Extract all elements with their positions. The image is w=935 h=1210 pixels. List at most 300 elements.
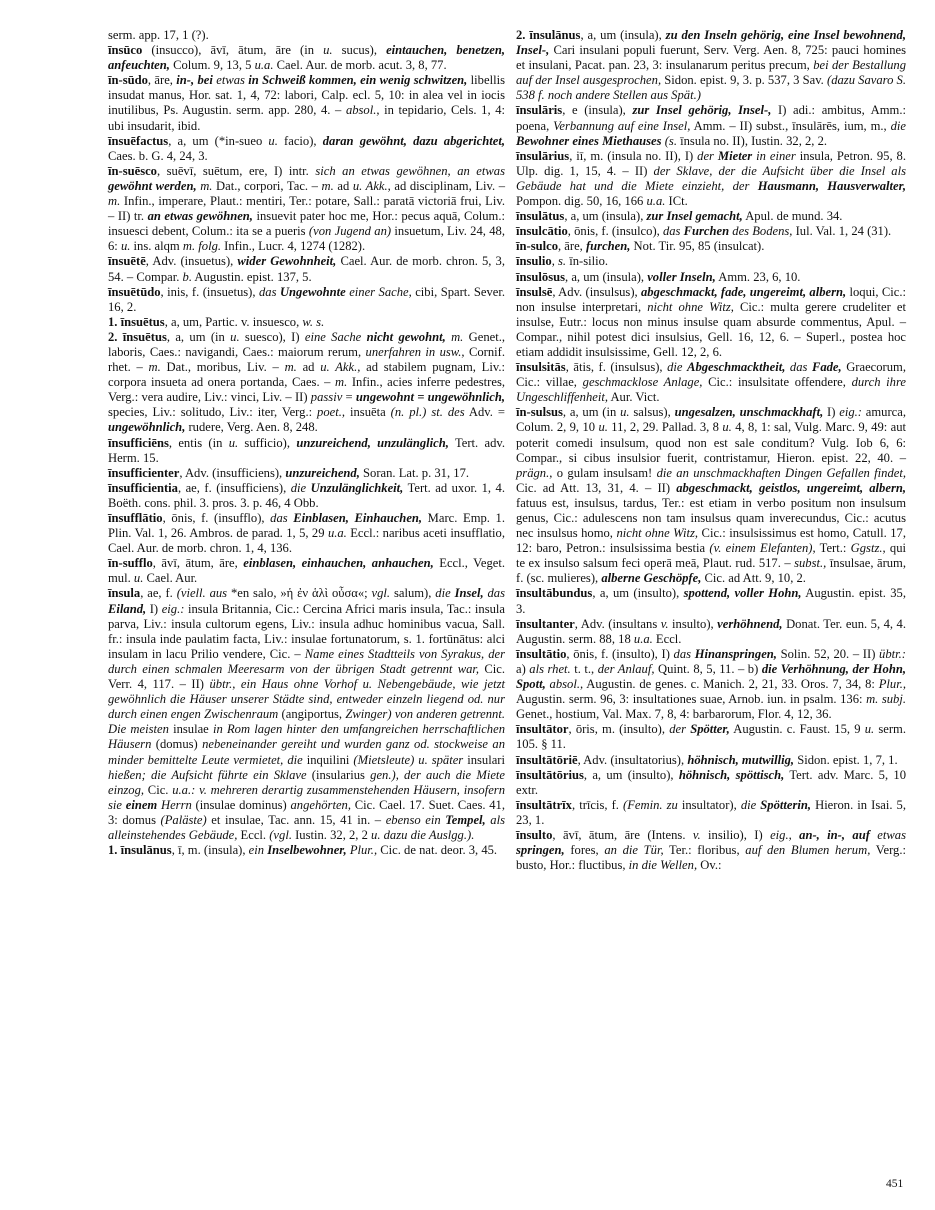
entry-text: Ggstz., xyxy=(850,541,886,556)
entry-text: , Adv. (insufficiens), xyxy=(179,465,286,480)
dictionary-entry xyxy=(108,73,505,133)
entry-headword: īnsultābundus xyxy=(516,586,593,601)
entry-text: , iī, m. (insula no. II), I) xyxy=(569,148,698,163)
entry-text: (n. pl.) st. des xyxy=(390,405,465,420)
entry-text: eig.: xyxy=(161,601,185,616)
entry-text: alberne Geschöpfe, xyxy=(601,571,702,586)
entry-text: , a, um (insula), xyxy=(564,209,647,224)
entry-text: der Sklave, der die Aufsicht über die Insel als Gebäude hat und die Miete einzieht, der xyxy=(516,163,906,193)
entry-text: der xyxy=(669,722,686,737)
entry-text: Unzulänglichkeit, xyxy=(310,480,404,495)
entry-text: Sidon. epist. 9, 3. p. 537, 3 Sav. xyxy=(661,73,827,88)
entry-text: , a, um, Partic. v. insuesco, xyxy=(164,314,303,329)
entry-text: Einblasen, Einhauchen, xyxy=(293,511,423,525)
entry-text: m. folg. xyxy=(182,239,222,254)
entry-headword: 2. īnsulānus xyxy=(516,28,581,42)
entry-text: , ae, f. xyxy=(140,586,177,601)
entry-text: Herrn xyxy=(160,797,192,812)
entry-text: zur Insel gemacht, xyxy=(646,209,743,224)
entry-text: das xyxy=(258,284,277,299)
entry-text: Adv. = xyxy=(464,405,505,420)
entry-text: Cic. de nat. deor. 3, 45. xyxy=(377,843,498,858)
right-column xyxy=(516,28,906,873)
entry-text: Infin., acies inferre pedestres, Verg.: vera audire, Liv.: vinci, Liv. – II) xyxy=(108,375,505,405)
entry-text: das xyxy=(662,224,681,239)
entry-text: Eiland, xyxy=(108,601,147,616)
entry-text: Cic.: multa gerere crudeliter et insulse, Eutr.: locus non minus insulse quam absurde commentus, Apul. – Compar., nihil potest dici insulsius, Gell. 16, 12, 6. – Superl., postea hoc etiam addidit insulsissime, Gell. 12, 2, 6. xyxy=(516,299,906,359)
dictionary-entry xyxy=(108,466,505,481)
dictionary-entry xyxy=(108,481,505,511)
entry-text: insuetum, Liv. 24, 48, 6: xyxy=(108,224,505,254)
entry-text: , Adv. (insultatorius), xyxy=(577,752,688,767)
entry-text: *en salo, »ἡ ἐν ἁλὶ οὖσα«; xyxy=(227,586,372,601)
entry-text: , a, um (insulto), xyxy=(583,767,679,782)
entry-text: Iul. Val. 1, 24 (31). xyxy=(792,224,892,239)
entry-text: eig., xyxy=(770,827,792,842)
entry-text: auf den Blumen herum, xyxy=(745,843,871,858)
entry-headword: īn-sūdo xyxy=(108,73,148,88)
entry-text: u.a. xyxy=(254,58,274,73)
entry-text: in Schweiß kommen, ein wenig schwitzen, xyxy=(248,73,468,88)
entry-text: einem xyxy=(125,797,158,812)
entry-text: Insel, xyxy=(454,586,484,601)
entry-text: , ae, f. (insufficiens), xyxy=(177,480,291,495)
entry-text: , Adv. (insuetus), xyxy=(145,254,238,269)
entry-text: Verbannung auf eine Insel, xyxy=(553,118,691,133)
entry-text: īnsula no. II), Iustin. 32, 2, 2. xyxy=(676,133,828,148)
entry-text: unerfahren in usw., xyxy=(365,344,465,359)
entry-headword: īn-sufflo xyxy=(108,556,153,571)
entry-text: I) xyxy=(823,405,840,420)
entry-text: ungewöhnlich, xyxy=(108,420,186,435)
entry-text: (Femin. zu xyxy=(623,797,678,812)
entry-text: (v. einem Elefanten), xyxy=(709,541,816,556)
entry-text: Pompon. dig. 50, 16, 166 xyxy=(516,194,647,209)
entry-text: insulae xyxy=(168,722,213,737)
entry-text: gen.), der auch die Miete einzog, xyxy=(108,767,505,797)
entry-headword: īnsultātrīx xyxy=(516,797,572,812)
entry-text: = xyxy=(342,390,356,405)
entry-text: die xyxy=(435,586,451,601)
entry-headword: īnsulāris xyxy=(516,103,563,118)
entry-text: voller Inseln, xyxy=(647,269,716,284)
entry-text: eine Sache xyxy=(304,329,362,344)
entry-text: u.a.: v. mehreren derartig zusammenstehenden Häusern, insofern sie xyxy=(108,782,505,812)
entry-text: Cic.: insulsissimus est homo, Catull. 17, 12: baro, Petron.: insulsissima bestia xyxy=(516,526,906,556)
entry-text: u. Akk., xyxy=(320,360,361,375)
dictionary-entry xyxy=(516,254,906,269)
entry-text: unzureichend, xyxy=(285,465,360,480)
dictionary-entry xyxy=(516,239,906,254)
entry-text: Cic. ad Att. 9, 10, 2. xyxy=(701,571,806,586)
entry-text: Zwinger) xyxy=(345,707,392,722)
entry-text: Cic. Cael. 17. Suet. Caes. 41, 3: domus xyxy=(108,797,505,827)
entry-text: u. xyxy=(120,239,131,254)
entry-text: m. xyxy=(108,194,121,209)
entry-text: Cael. Aur. xyxy=(143,571,198,586)
entry-text: Caes. b. G. 4, 24, 3. xyxy=(108,148,208,163)
entry-text: Cic. xyxy=(144,782,173,797)
entry-text: ad stabilem pugnam, Liv.: corpora insueta ad onera portanda, Caes. – xyxy=(108,360,505,390)
entry-headword: īnsulsē xyxy=(516,284,553,299)
entry-text: Tempel, xyxy=(445,812,486,827)
entry-text: ad disciplinam, Liv. – xyxy=(390,178,506,193)
entry-text: die xyxy=(740,797,757,812)
entry-text: Graecorum, Cic.: villae, xyxy=(516,360,906,390)
entry-text: Augustin. de genes. c. Manich. 2, 21, 33. Oros. 7, 34, 8: xyxy=(583,677,879,692)
entry-headword: īn-sulsus xyxy=(516,405,563,420)
entry-text: Augustin. c. Faust. 15, 9 xyxy=(729,722,865,737)
dictionary-entry xyxy=(516,149,906,209)
entry-text: , a, um (in xyxy=(562,405,621,420)
entry-text: Dat., moribus, Liv. – xyxy=(160,360,285,375)
entry-text: Tert.: xyxy=(815,541,851,556)
entry-headword: īnsulio xyxy=(516,254,552,269)
dictionary-entry xyxy=(108,436,505,466)
entry-headword: īn-sulco xyxy=(516,239,558,254)
entry-text: I) adi.: ambitus, Amm.: poena, xyxy=(516,103,906,133)
entry-text: (Paläste) xyxy=(160,812,207,827)
entry-text: 11, 2, 29. Pallad. 3, 8 xyxy=(607,420,723,435)
entry-text: u.a. xyxy=(327,526,347,541)
entry-text: Not. Tir. 95, 85 (insulcat). xyxy=(630,239,765,254)
entry-text: höhnisch, spöttisch, xyxy=(678,767,785,782)
dictionary-entry xyxy=(108,285,505,315)
entry-text: , Adv. (insultans xyxy=(574,616,661,631)
entry-text: īn-silio. xyxy=(566,254,609,269)
entry-text: an etwas gewöhnen, xyxy=(147,209,253,224)
dictionary-entry xyxy=(108,330,505,436)
entry-text: geschmacklose Anlage, xyxy=(582,375,703,390)
entry-text: in Rom lagen hinter den umfangreichen herrschaftlichen Häusern xyxy=(108,722,505,752)
entry-text: species, Liv.: solitudo, Liv.: iter, Verg.: xyxy=(108,405,318,420)
dictionary-entry xyxy=(516,768,906,798)
dictionary-entry xyxy=(516,617,906,647)
entry-text: , ōris, m. (insulto), xyxy=(568,722,670,737)
entry-text: (insularius xyxy=(306,767,371,782)
entry-text: die xyxy=(667,360,683,375)
entry-text: Bewohner eines Miethauses xyxy=(516,133,662,148)
entry-text xyxy=(749,179,757,193)
dictionary-entry xyxy=(108,43,505,73)
entry-text: , ōnis, f. (insulto), I) xyxy=(566,646,674,661)
entry-text: , āvī, ātum, āre (Intens. xyxy=(552,827,693,842)
dictionary-entry xyxy=(516,224,906,239)
dictionary-entry xyxy=(516,28,906,103)
entry-text: , a, um (insulto), xyxy=(592,586,684,601)
dictionary-entry xyxy=(516,722,906,752)
entry-text: verhöhnend, xyxy=(717,616,783,631)
entry-headword: īnsulātus xyxy=(516,209,565,224)
entry-headword: īnsulārius xyxy=(516,148,570,163)
entry-headword: īnsuētē xyxy=(108,254,146,269)
entry-text: u. xyxy=(620,405,630,420)
entry-headword: īnsufficientia xyxy=(108,480,178,495)
dictionary-entry xyxy=(516,270,906,285)
entry-text: u. xyxy=(268,133,278,148)
entry-text: , Adv. (insulsus), xyxy=(552,284,641,299)
entry-text: Cic. ad Att. 13, 31, 4. – II) xyxy=(516,480,677,495)
entry-headword: īnsultanter xyxy=(516,616,575,631)
entry-text: die Verhöhnung, der Hohn, Spott, xyxy=(516,661,907,692)
entry-text: u. xyxy=(722,420,732,435)
entry-text: sucus), xyxy=(332,43,387,58)
entry-headword: īnsuēfactus xyxy=(108,133,169,148)
entry-text: Inselbewohner, xyxy=(267,843,347,858)
entry-text: u. xyxy=(864,722,875,737)
left-column xyxy=(108,28,505,858)
entry-headword: īnsulcātio xyxy=(516,224,568,239)
entry-text: Apul. de mund. 34. xyxy=(742,209,843,224)
entry-text: poet., xyxy=(317,405,346,420)
entry-text: facio), xyxy=(277,133,323,148)
entry-text: hießen; die Aufsicht führte ein Sklave xyxy=(108,767,307,782)
entry-text: ICt. xyxy=(665,194,688,209)
entry-text: unzureichend, unzulänglich, xyxy=(296,435,449,450)
entry-text: Cic.: insulsitate offendere, xyxy=(702,375,852,390)
entry-text: übtr.: xyxy=(879,646,906,661)
entry-text: (angiportus, xyxy=(278,707,346,722)
entry-text: sufficio), xyxy=(238,435,297,450)
entry-text: des Bodens, xyxy=(732,224,793,239)
entry-text: Cornif. rhet. – xyxy=(108,344,505,375)
entry-text: insula, Petron. 95, 8. Ulp. dig. 1, 15, 4. – II) xyxy=(516,148,906,178)
entry-text: Quint. 8, 5, 11. – b) xyxy=(654,661,762,676)
entry-text: b. xyxy=(182,269,192,284)
entry-text: Infin., Lucr. 4, 1274 (1282). xyxy=(221,239,366,254)
entry-text: salum), xyxy=(390,586,436,601)
entry-text: v. xyxy=(692,827,701,842)
entry-text: durch ihre Ungeschliffenheit, xyxy=(516,375,906,405)
entry-text: Infin., imperare, Plaut.: mentiri, Ter.: potare, Sall.: paratā victoriā frui, Liv. – II) tr. xyxy=(108,194,505,224)
entry-text: , ōnis, f. (insufflo), xyxy=(162,511,271,525)
entry-text: Plur., xyxy=(878,677,906,692)
entry-text: Tert. ad uxor. 1, 4. Boëth. cons. phil. 3. pros. 3. p. 46, 4 Obb. xyxy=(108,480,505,510)
entry-text: insulari xyxy=(463,752,505,767)
entry-text: , ōnis, f. (insulco), xyxy=(567,224,663,239)
entry-text: , inis, f. (insuetus), xyxy=(160,284,259,299)
entry-text: , entis (in xyxy=(168,435,229,450)
entry-text: das xyxy=(487,586,505,601)
entry-text: m. xyxy=(148,360,161,375)
entry-text: (viell. aus xyxy=(176,586,228,601)
entry-text: in einer xyxy=(756,148,796,163)
entry-text: Name eines Stadtteils von Syrakus, der durch einen schmalen Meeresarm von der übrigen Stadt getrennt war, xyxy=(108,646,505,676)
entry-text: Genet., hostium, Val. Max. 7, 8, 4: barbarorum, Flor. 4, 12, 36. xyxy=(516,707,832,722)
dictionary-entry xyxy=(516,360,906,405)
entry-text: Ungewohnte xyxy=(279,284,346,299)
entry-text: die an unschmackhaften Dingen Gefallen findet, xyxy=(656,465,907,480)
entry-text: Hieron. in Isai. 5, 23, 1. xyxy=(516,797,906,827)
entry-text: Ter.: floribus, xyxy=(663,843,746,858)
entry-text: ungewohnt = ungewöhnlich, xyxy=(355,390,505,405)
entry-text: Marc. Emp. 1. Plin. Val. 1, 26. Ambros. de parad. 1, 5, 29 xyxy=(108,511,505,541)
entry-text: nicht gewohnt, xyxy=(366,329,446,344)
entry-text: ad xyxy=(333,178,353,193)
entry-text: prägn., xyxy=(516,465,553,480)
entry-text: Augustin. serm. 96, 3: insultationes suae, Arnob. iun. in psalm. 136: xyxy=(516,692,867,707)
entry-headword: īn-suēsco xyxy=(108,163,157,178)
entry-text: ad xyxy=(296,360,321,375)
entry-headword: īnsultātōrius xyxy=(516,767,584,782)
entry-text: einblasen, einhauchen, anhauchen, xyxy=(243,556,434,571)
entry-text: v. xyxy=(660,616,669,631)
entry-text: der xyxy=(697,148,714,163)
entry-text: insilio), I) xyxy=(700,827,771,842)
entry-text: ein xyxy=(248,843,265,858)
entry-text: subst., xyxy=(794,556,827,571)
entry-text: absol., xyxy=(549,677,584,692)
entry-text: nicht ohne Witz, xyxy=(647,299,734,314)
entry-text: ebenso ein xyxy=(385,812,441,827)
entry-text: Mieter xyxy=(717,148,753,163)
entry-text: fores, xyxy=(564,843,605,858)
entry-text: s. xyxy=(558,254,567,269)
entry-text: vgl. xyxy=(371,586,391,601)
entry-text: (insulae dominus) xyxy=(191,797,291,812)
entry-text: eig.: xyxy=(839,405,862,420)
entry-text: , āre, xyxy=(147,73,177,88)
entry-text: furchen, xyxy=(585,239,631,254)
dictionary-entry xyxy=(108,843,505,858)
entry-text: Eccl. xyxy=(652,631,682,646)
entry-headword: īnsula xyxy=(108,586,141,601)
entry-text: m. xyxy=(284,360,297,375)
entry-text: inquilini xyxy=(302,752,354,767)
entry-text: (von Jugend an) xyxy=(308,224,392,239)
entry-text: insuevit pater hoc me, Hor.: pecus aquā, Colum.: insuesci debent, Colum.: ita se a pueris xyxy=(108,209,505,239)
entry-text: Genet., laboris, Caes.: navigandi, Caes.: maiorum rerum, xyxy=(108,329,505,359)
entry-headword: 1. īnsuētus xyxy=(108,314,165,329)
entry-text: rudere, Verg. Aen. 8, 248. xyxy=(185,420,318,435)
entry-text: amurca, Colum. 2, 9, 10 xyxy=(516,405,906,435)
entry-text: Ov.: xyxy=(697,858,722,873)
entry-text: abgeschmackt, fade, ungereimt, albern, xyxy=(640,284,847,299)
entry-text: , ātis, f. (insulsus), xyxy=(565,360,668,375)
entry-text: u. xyxy=(228,435,239,450)
entry-text: , āre, xyxy=(558,239,586,254)
entry-text: , a, um (*in-sueo xyxy=(168,133,269,148)
entry-text: Spötterin, xyxy=(760,797,812,812)
entry-text: Sidon. epist. 1, 7, 1. xyxy=(794,752,898,767)
entry-text: Augustin. epist. 137, 5. xyxy=(191,269,312,284)
dictionary-entry xyxy=(108,134,505,164)
entry-text: Spötter, xyxy=(690,722,730,737)
entry-text: angehörten, xyxy=(290,797,351,812)
entry-headword: īnsultātor xyxy=(516,722,569,737)
dictionary-entry xyxy=(516,647,906,722)
entry-text: (s. xyxy=(664,133,677,148)
entry-text: nicht ohne Witz, xyxy=(616,526,699,541)
entry-text: insula Britannia, Cic.: Cercina Africi maris insula, Tac.: insula parva, Liv.: insula cultorum egens, Liv.: insula adhuc hominibus vacua, Sall. fr.: insula inde paulatim facta, Liv.: insulae fortunatorum, s. 1. fortūnātus: alci insulam in lacu Prilio vendere, Cic. – xyxy=(108,601,505,661)
entry-text: ungesalzen, unschmackhaft, xyxy=(674,405,824,420)
entry-text: , āvī, ātum, āre, xyxy=(152,556,244,571)
entry-text: u.a. xyxy=(633,631,653,646)
entry-text: Amm. – II) subst., īnsulārēs, ium, m., xyxy=(690,118,891,133)
entry-text: u. xyxy=(133,571,144,586)
page-number: 451 xyxy=(886,1178,904,1190)
entry-text: Solin. 52, 20. – II) xyxy=(776,646,880,661)
entry-text: Cari insulani populi fuerunt, Serv. Verg. Aen. 8, 725: pauci homines et insulani, Pacat. pan. 23, 3: insulanarum peritus precum, xyxy=(516,43,906,73)
entry-text: eintauchen, benetzen, anfeuchten, xyxy=(108,43,506,73)
entry-text: gewöhnt werden, xyxy=(108,178,197,193)
entry-text: , a, um (insula), xyxy=(580,28,666,42)
entry-text: Soran. Lat. p. 31, 17. xyxy=(359,465,470,480)
dictionary-entry xyxy=(516,405,906,586)
entry-text: Eccl., Veget. mul. xyxy=(108,556,505,586)
entry-text: u. Akk., xyxy=(352,178,391,193)
entry-headword: īnsuētūdo xyxy=(108,284,161,299)
entry-text: ins. alqm xyxy=(130,239,183,254)
entry-text: , xyxy=(551,254,558,269)
entry-text: m. xyxy=(200,178,213,193)
dictionary-entry xyxy=(108,164,505,255)
entry-text: Plur., xyxy=(349,843,378,858)
entry-headword: īnsufficiēns xyxy=(108,435,169,450)
entry-text: als alleinstehendes Gebäude, xyxy=(108,812,505,842)
entry-text: an-, in-, auf xyxy=(799,827,870,842)
entry-headword: īnsufficienter xyxy=(108,465,180,480)
entry-text: die xyxy=(890,118,906,133)
entry-text: absol., xyxy=(345,103,380,118)
entry-text: Aur. Vict. xyxy=(607,390,660,405)
entry-text: Augustin. epist. 35, 3. xyxy=(516,586,907,616)
dictionary-entry xyxy=(516,798,906,828)
entry-text: (vgl. xyxy=(269,827,292,842)
entry-text: von anderen getrennt. Die meisten xyxy=(108,707,506,737)
entry-text: bei der Bestallung auf der Insel ausgesprochen, xyxy=(516,58,907,88)
entry-headword: īnsultātōriē xyxy=(516,752,578,767)
dictionary-entry xyxy=(108,28,505,43)
entry-text: abgeschmackt, geistlos, ungereimt, albern, xyxy=(676,480,906,495)
entry-text: (domus) xyxy=(151,737,203,752)
entry-headword: īnsufflātio xyxy=(108,511,163,525)
entry-text: zur Insel gehörig, Insel-, xyxy=(632,103,772,118)
entry-text: Dat., corpori, Tac. – xyxy=(212,178,322,193)
entry-text: das xyxy=(789,360,808,375)
entry-text: sich an etwas gewöhnen, an etwas xyxy=(315,163,505,178)
entry-text: einer Sache, xyxy=(349,284,412,299)
entry-text: Cael. Aur. de morb. acut. 3, 8, 77. xyxy=(273,58,447,73)
entry-text: w. s. xyxy=(302,314,325,329)
entry-text: loqui, Cic.: non insulse interpretari, xyxy=(516,284,906,314)
entry-text: , suēvī, suētum, ere, I) intr. xyxy=(156,163,316,178)
entry-text: (Mietsleute) u. später xyxy=(353,752,464,767)
entry-text: qui te ex insulso salsum feci operā meā, Plaut. rud. 517. – xyxy=(516,541,907,571)
entry-text: t. t., xyxy=(570,661,598,676)
entry-text: (dazu Savaro S. 538 f. noch andere Stellen aus Spät.) xyxy=(516,73,906,103)
dictionary-entry xyxy=(516,103,906,148)
entry-text: der Anlauf, xyxy=(597,661,655,676)
entry-text: Eccl. xyxy=(237,827,270,842)
entry-text: insultator), xyxy=(677,797,741,812)
entry-text: , a, um (insula), xyxy=(565,269,648,284)
entry-text: m. xyxy=(451,329,464,344)
entry-text: Colum. 9, 13, 5 xyxy=(169,58,255,73)
entry-text: zu den Inseln gehörig, eine Insel bewohnend, Insel-, xyxy=(516,28,906,58)
entry-text: I) xyxy=(146,601,162,616)
entry-text: insulto), xyxy=(668,616,718,631)
dictionary-entry xyxy=(108,586,505,843)
dictionary-entry xyxy=(108,315,505,330)
entry-text: u. xyxy=(598,420,608,435)
entry-text: wider Gewohnheit, xyxy=(237,254,337,269)
entry-headword: 2. īnsuētus xyxy=(108,329,167,344)
entry-headword: 1. īnsulānus xyxy=(108,843,172,858)
entry-text: in-, bei xyxy=(176,73,213,88)
entry-text: suesco), I) xyxy=(239,329,305,344)
dictionary-entry xyxy=(516,209,906,224)
